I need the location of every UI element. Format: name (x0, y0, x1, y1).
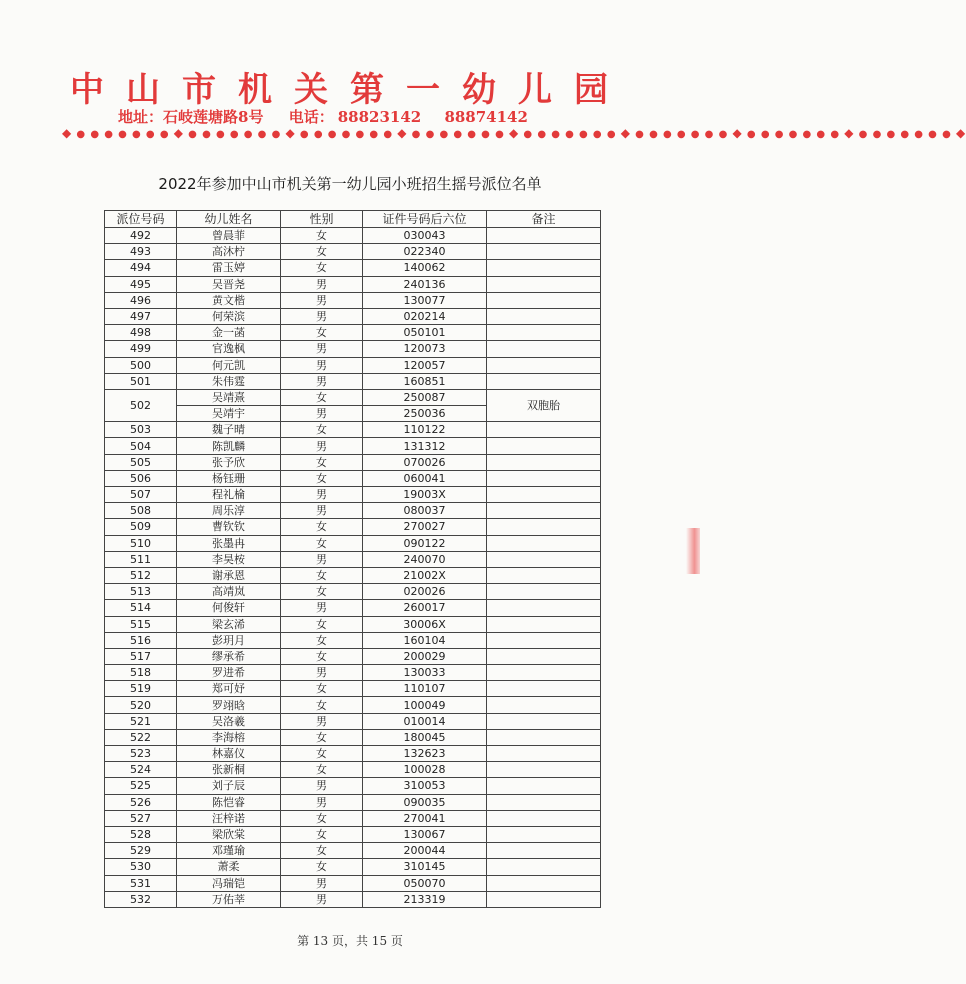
cell-id: 132623 (363, 746, 487, 762)
cell-note (487, 584, 601, 600)
table-row (105, 778, 601, 794)
cell-gender: 男 (281, 875, 363, 891)
table-row (105, 859, 601, 875)
cell-number: 505 (105, 454, 177, 470)
cell-note (487, 373, 601, 389)
cell-number: 496 (105, 292, 177, 308)
cell-gender: 男 (281, 292, 363, 308)
cell-number: 516 (105, 632, 177, 648)
cell-note (487, 875, 601, 891)
table-row (105, 665, 601, 681)
cell-gender: 男 (281, 438, 363, 454)
cell-name: 冯瑞铠 (177, 875, 281, 891)
cell-number: 503 (105, 422, 177, 438)
cell-gender: 女 (281, 729, 363, 745)
cell-id: 310053 (363, 778, 487, 794)
cell-note (487, 519, 601, 535)
table-row (105, 325, 601, 341)
cell-note (487, 810, 601, 826)
cell-name: 魏子晴 (177, 422, 281, 438)
cell-name: 汪梓诺 (177, 810, 281, 826)
cell-name: 李海榕 (177, 729, 281, 745)
cell-name: 梁玄浠 (177, 616, 281, 632)
cell-number: 519 (105, 681, 177, 697)
table-row (105, 535, 601, 551)
cell-note (487, 762, 601, 778)
cell-name: 曾晨菲 (177, 228, 281, 244)
table-row (105, 308, 601, 324)
cell-note (487, 665, 601, 681)
cell-note (487, 260, 601, 276)
cell-gender: 男 (281, 373, 363, 389)
cell-number: 497 (105, 308, 177, 324)
cell-gender: 男 (281, 713, 363, 729)
cell-name: 高沐柠 (177, 244, 281, 260)
cell-note (487, 713, 601, 729)
cell-id: 130077 (363, 292, 487, 308)
cell-id: 250087 (363, 389, 487, 405)
cell-note (487, 843, 601, 859)
cell-name: 罗翊晗 (177, 697, 281, 713)
cell-number: 529 (105, 843, 177, 859)
table-row (105, 341, 601, 357)
cell-note (487, 746, 601, 762)
cell-number: 492 (105, 228, 177, 244)
cell-gender: 女 (281, 697, 363, 713)
cell-number: 512 (105, 567, 177, 583)
cell-id: 160104 (363, 632, 487, 648)
cell-id: 110122 (363, 422, 487, 438)
table-row (105, 826, 601, 842)
cell-name: 邓瑾瑜 (177, 843, 281, 859)
cell-gender: 女 (281, 260, 363, 276)
cell-gender: 男 (281, 794, 363, 810)
cell-id: 080037 (363, 503, 487, 519)
cell-id: 110107 (363, 681, 487, 697)
cell-number: 525 (105, 778, 177, 794)
table-row (105, 713, 601, 729)
cell-number: 498 (105, 325, 177, 341)
cell-name: 罗进希 (177, 665, 281, 681)
cell-note (487, 244, 601, 260)
cell-name: 雷玉婷 (177, 260, 281, 276)
cell-number: 504 (105, 438, 177, 454)
cell-name: 黄文楷 (177, 292, 281, 308)
decorative-dot-line: ◆ ● ● ● ● ● ● ● ◆ ● ● ● ● ● ● ● ◆ ● ● ● ● ● ● ● ◆ ● ● ● ● ● ● ● ◆ ● ● ● ● ● ● ● ◆ ● ● ● ● ● ● ● ◆ ● ● ● ● ● ● ● ◆ ● ● ● ● ● ● ● ◆ (62, 126, 966, 140)
cell-name: 朱伟霆 (177, 373, 281, 389)
table-row (105, 244, 601, 260)
cell-id: 050101 (363, 325, 487, 341)
cell-number: 518 (105, 665, 177, 681)
cell-id: 100028 (363, 762, 487, 778)
cell-note (487, 648, 601, 664)
table-row (105, 875, 601, 891)
cell-gender: 男 (281, 600, 363, 616)
cell-name: 何俊轩 (177, 600, 281, 616)
cell-name: 张新桐 (177, 762, 281, 778)
assignment-table (104, 210, 601, 908)
cell-number: 523 (105, 746, 177, 762)
cell-gender: 女 (281, 681, 363, 697)
cell-number: 507 (105, 487, 177, 503)
table-row (105, 357, 601, 373)
cell-name: 张墨冉 (177, 535, 281, 551)
table-row (105, 616, 601, 632)
cell-gender: 女 (281, 389, 363, 405)
cell-note (487, 600, 601, 616)
cell-name: 陈凯麟 (177, 438, 281, 454)
cell-gender: 女 (281, 810, 363, 826)
cell-gender: 女 (281, 843, 363, 859)
header-number: 派位号码 (105, 211, 177, 228)
cell-id: 010014 (363, 713, 487, 729)
cell-id: 020026 (363, 584, 487, 600)
cell-number: 493 (105, 244, 177, 260)
contact-line (118, 106, 532, 127)
cell-name: 何元凯 (177, 357, 281, 373)
cell-number: 509 (105, 519, 177, 535)
cell-name: 彭玥月 (177, 632, 281, 648)
table-row (105, 891, 601, 907)
cell-gender: 男 (281, 308, 363, 324)
table-row (105, 632, 601, 648)
cell-id: 090122 (363, 535, 487, 551)
table-row (105, 600, 601, 616)
table-row (105, 470, 601, 486)
cell-name: 官逸枫 (177, 341, 281, 357)
cell-number: 508 (105, 503, 177, 519)
table-row (105, 228, 601, 244)
cell-gender: 女 (281, 616, 363, 632)
cell-id: 270041 (363, 810, 487, 826)
cell-note (487, 487, 601, 503)
cell-gender: 男 (281, 665, 363, 681)
cell-gender: 女 (281, 826, 363, 842)
table-row (105, 762, 601, 778)
cell-id: 180045 (363, 729, 487, 745)
cell-number: 500 (105, 357, 177, 373)
cell-name: 周乐淳 (177, 503, 281, 519)
cell-gender: 男 (281, 891, 363, 907)
table-row (105, 260, 601, 276)
table-row (105, 729, 601, 745)
cell-id: 120073 (363, 341, 487, 357)
cell-number: 515 (105, 616, 177, 632)
page-footer: 第 13 页，共 15 页 (297, 934, 403, 948)
cell-number: 513 (105, 584, 177, 600)
cell-id: 022340 (363, 244, 487, 260)
cell-id: 130033 (363, 665, 487, 681)
cell-number: 532 (105, 891, 177, 907)
cell-name: 杨钰珊 (177, 470, 281, 486)
cell-note (487, 292, 601, 308)
cell-gender: 男 (281, 276, 363, 292)
cell-note (487, 438, 601, 454)
table-row (105, 373, 601, 389)
cell-name: 吴洛羲 (177, 713, 281, 729)
cell-id: 260017 (363, 600, 487, 616)
cell-gender: 男 (281, 406, 363, 422)
school-name: 中山市机关第一幼儿园 (70, 70, 630, 110)
table-row (105, 567, 601, 583)
cell-id: 020214 (363, 308, 487, 324)
cell-gender: 男 (281, 341, 363, 357)
cell-name: 万佑莘 (177, 891, 281, 907)
cell-note (487, 357, 601, 373)
cell-note (487, 632, 601, 648)
cell-note (487, 535, 601, 551)
cell-number: 528 (105, 826, 177, 842)
cell-id: 100049 (363, 697, 487, 713)
cell-note (487, 470, 601, 486)
table-row (105, 584, 601, 600)
cell-note (487, 228, 601, 244)
cell-gender: 女 (281, 535, 363, 551)
header-id: 证件号码后六位 (363, 211, 487, 228)
table-row (105, 438, 601, 454)
cell-gender: 女 (281, 454, 363, 470)
cell-name: 吴靖宇 (177, 406, 281, 422)
cell-note (487, 308, 601, 324)
table-header-row (105, 211, 601, 228)
cell-name: 缪承希 (177, 648, 281, 664)
cell-id: 030043 (363, 228, 487, 244)
cell-number: 499 (105, 341, 177, 357)
cell-id: 060041 (363, 470, 487, 486)
cell-gender: 女 (281, 519, 363, 535)
cell-id: 30006X (363, 616, 487, 632)
cell-note (487, 891, 601, 907)
table-row (105, 487, 601, 503)
cell-id: 240136 (363, 276, 487, 292)
cell-note (487, 729, 601, 745)
cell-note (487, 422, 601, 438)
cell-name: 高靖岚 (177, 584, 281, 600)
cell-id: 200029 (363, 648, 487, 664)
cell-id: 120057 (363, 357, 487, 373)
table-row (105, 519, 601, 535)
cell-gender: 男 (281, 551, 363, 567)
cell-id: 130067 (363, 826, 487, 842)
table-row (105, 292, 601, 308)
cell-note: 双胞胎 (487, 389, 601, 421)
cell-note (487, 503, 601, 519)
cell-number: 520 (105, 697, 177, 713)
cell-id: 270027 (363, 519, 487, 535)
cell-id: 200044 (363, 843, 487, 859)
cell-gender: 女 (281, 567, 363, 583)
cell-id: 050070 (363, 875, 487, 891)
cell-note (487, 325, 601, 341)
cell-number: 514 (105, 600, 177, 616)
table-row (105, 276, 601, 292)
cell-number: 517 (105, 648, 177, 664)
cell-number: 494 (105, 260, 177, 276)
cell-id: 160851 (363, 373, 487, 389)
cell-name: 吴晋尧 (177, 276, 281, 292)
cell-note (487, 341, 601, 357)
cell-number: 510 (105, 535, 177, 551)
cell-number: 530 (105, 859, 177, 875)
header-note: 备注 (487, 211, 601, 228)
cell-gender: 女 (281, 648, 363, 664)
phone-1: 88823142 (337, 108, 422, 126)
cell-number: 524 (105, 762, 177, 778)
cell-name: 谢承恩 (177, 567, 281, 583)
cell-number: 506 (105, 470, 177, 486)
table-body (105, 228, 601, 908)
cell-number: 502 (105, 389, 177, 421)
seal-edge-mark (686, 528, 700, 574)
table-row (105, 810, 601, 826)
header-gender: 性别 (281, 211, 363, 228)
cell-gender: 女 (281, 632, 363, 648)
cell-note (487, 454, 601, 470)
cell-gender: 女 (281, 584, 363, 600)
cell-name: 何荣滨 (177, 308, 281, 324)
document-title: 2022年参加中山市机关第一幼儿园小班招生摇号派位名单 (158, 175, 542, 193)
cell-name: 刘子辰 (177, 778, 281, 794)
cell-id: 090035 (363, 794, 487, 810)
table-row (105, 697, 601, 713)
cell-gender: 男 (281, 357, 363, 373)
cell-note (487, 616, 601, 632)
cell-id: 310145 (363, 859, 487, 875)
cell-gender: 男 (281, 487, 363, 503)
cell-id: 213319 (363, 891, 487, 907)
cell-number: 531 (105, 875, 177, 891)
cell-gender: 女 (281, 762, 363, 778)
cell-name: 李昊桉 (177, 551, 281, 567)
cell-gender: 女 (281, 325, 363, 341)
cell-name: 张予欣 (177, 454, 281, 470)
table-row (105, 843, 601, 859)
cell-name: 金一菡 (177, 325, 281, 341)
cell-number: 522 (105, 729, 177, 745)
cell-name: 程礼棆 (177, 487, 281, 503)
cell-gender: 女 (281, 422, 363, 438)
table-row (105, 794, 601, 810)
table-row (105, 648, 601, 664)
cell-number: 501 (105, 373, 177, 389)
cell-gender: 女 (281, 228, 363, 244)
cell-note (487, 276, 601, 292)
cell-number: 526 (105, 794, 177, 810)
cell-name: 郑可妤 (177, 681, 281, 697)
header-name: 幼儿姓名 (177, 211, 281, 228)
cell-name: 曹钦钦 (177, 519, 281, 535)
cell-name: 梁欣棠 (177, 826, 281, 842)
cell-gender: 女 (281, 244, 363, 260)
cell-note (487, 681, 601, 697)
cell-note (487, 794, 601, 810)
cell-name: 吴靖熹 (177, 389, 281, 405)
cell-number: 511 (105, 551, 177, 567)
address: 地址：石岐莲塘路8号 (118, 108, 264, 126)
cell-note (487, 826, 601, 842)
cell-gender: 男 (281, 503, 363, 519)
cell-id: 131312 (363, 438, 487, 454)
table-row (105, 551, 601, 567)
table-row (105, 389, 601, 405)
cell-name: 陈恺睿 (177, 794, 281, 810)
cell-id: 070026 (363, 454, 487, 470)
cell-id: 19003X (363, 487, 487, 503)
table-row (105, 746, 601, 762)
cell-number: 527 (105, 810, 177, 826)
cell-note (487, 567, 601, 583)
table-row (105, 422, 601, 438)
cell-number: 521 (105, 713, 177, 729)
cell-gender: 女 (281, 859, 363, 875)
cell-id: 250036 (363, 406, 487, 422)
cell-name: 林嘉仪 (177, 746, 281, 762)
cell-note (487, 697, 601, 713)
cell-gender: 女 (281, 746, 363, 762)
cell-gender: 男 (281, 778, 363, 794)
table-row (105, 503, 601, 519)
table-row (105, 681, 601, 697)
cell-id: 240070 (363, 551, 487, 567)
cell-id: 21002X (363, 567, 487, 583)
cell-number: 495 (105, 276, 177, 292)
cell-note (487, 778, 601, 794)
cell-name: 萧柔 (177, 859, 281, 875)
cell-gender: 女 (281, 470, 363, 486)
cell-id: 140062 (363, 260, 487, 276)
phone-label: 电话： (288, 108, 334, 126)
cell-note (487, 551, 601, 567)
phone-2: 88874142 (444, 108, 528, 126)
table-row (105, 454, 601, 470)
cell-note (487, 859, 601, 875)
